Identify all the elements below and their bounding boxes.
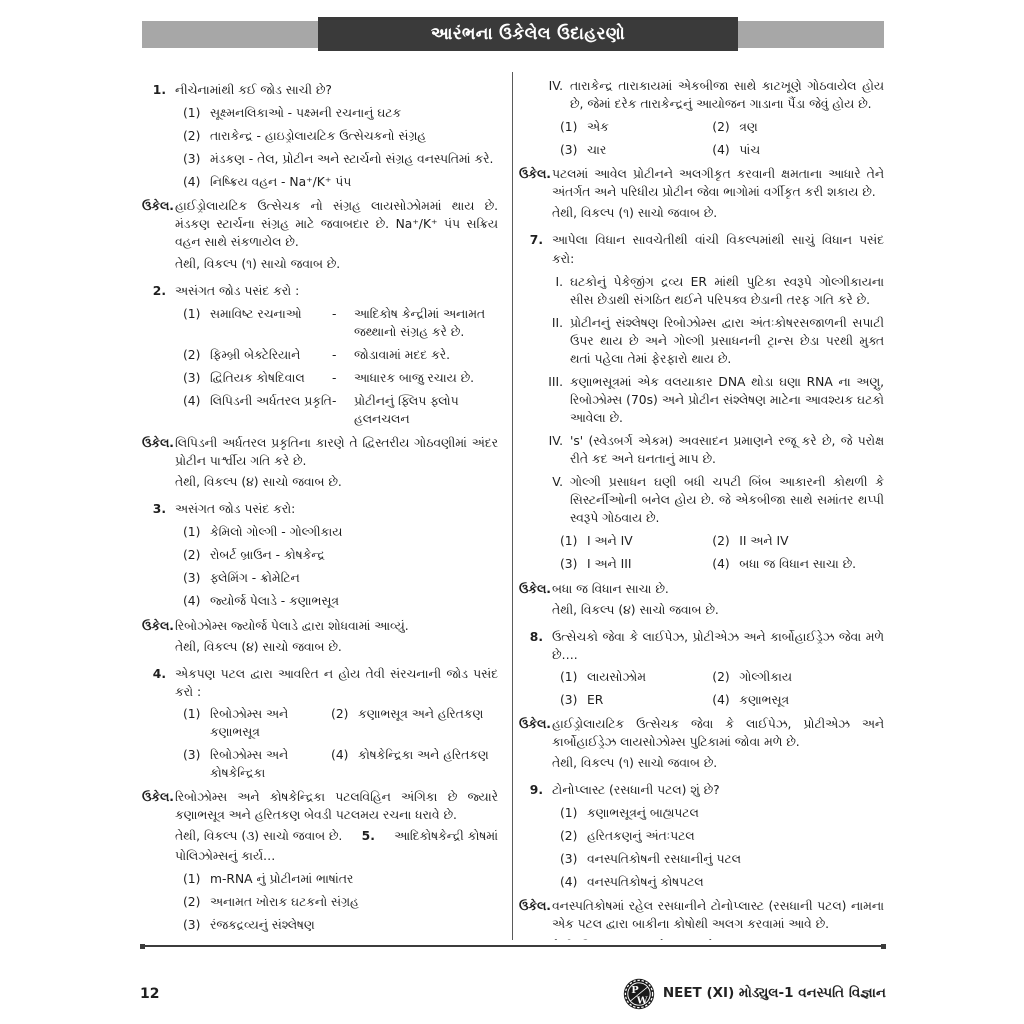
solution-label: ઉકેલ. <box>142 436 174 450</box>
option-text: તારાકેન્દ્ર - હાઇડ્રોલાયટિક ઉત્સેચકનો સંગ્રહ <box>210 129 427 144</box>
option <box>183 104 498 122</box>
option-number: (3) <box>560 692 578 707</box>
solution <box>519 580 884 619</box>
right-column <box>519 72 884 940</box>
content-columns <box>142 72 884 940</box>
option-number: (1) <box>183 106 201 121</box>
footer <box>140 978 886 1010</box>
question <box>142 81 498 99</box>
option-number: (4) <box>183 594 201 609</box>
options-list <box>519 804 884 891</box>
statement-number: I. <box>555 274 563 289</box>
option <box>560 141 712 159</box>
option-text: સૂક્ષ્મનલિકાઓ - પક્ષ્મની રચનાનું ઘટક <box>210 106 402 121</box>
match-left-text: ફિમ્બ્રી બેક્ટેરિયાને <box>210 347 301 362</box>
option-number: (1) <box>183 306 201 321</box>
solution-body <box>175 197 498 272</box>
option-text: ER <box>587 692 604 707</box>
option-text: જ્યોર્જ પેલાડે - કણાભસૂત્ર <box>210 594 339 609</box>
solution <box>142 617 498 656</box>
statement-number: V. <box>552 475 563 490</box>
option-text: નિષ્ક્રિય વહન - Na⁺/K⁺ પંપ <box>210 175 352 190</box>
solution-body <box>175 788 498 824</box>
option-number: (3) <box>183 370 201 385</box>
match-option <box>183 392 498 428</box>
option-text: રિબોઝોમ્સ અને કોષકેન્દ્રિકા <box>210 747 289 780</box>
statement-text: તારાકેન્દ્ર તારાકાયમાં એકબીજા સાથે કાટખૂણે ગોઠવાયેલ હોય છે, જેમાં દરેક તારાકેન્દ્રનું આયોજન ગાડાના પૈંડા જેવું હોય છે. <box>570 79 884 112</box>
option-text: કણાભસૂત્ર <box>739 692 790 707</box>
option-number: (4) <box>331 747 349 762</box>
solution <box>519 165 884 222</box>
match-separator: - <box>332 306 337 321</box>
match-option <box>183 369 498 387</box>
option-text <box>210 939 498 940</box>
options-grid <box>560 668 884 709</box>
option-text: ગોલ્ગીકાય <box>739 669 792 684</box>
option-number: (1) <box>560 120 578 135</box>
page-number: 12 <box>140 985 160 1002</box>
match-option <box>183 305 498 341</box>
solution-line: તેથી, વિકલ્પ (૧) સાચો જવાબ છે. <box>552 206 718 221</box>
solution-body <box>552 715 884 772</box>
options-list <box>142 523 498 610</box>
statement-text: 's' (સ્વેડબર્ગ એકમ) અવસાદન પ્રમાણને રજૂ કરે છે, જે પરોક્ષ રીતે કદ અને ઘનતાનું માપ છે. <box>570 434 884 467</box>
solution-line: હાઈડ્રોલાયટિક ઉત્સેચક નો સંગ્રહ લાયસોઝોમમાં થાય છે. મંડકણ સ્ટાર્ચના સંગ્રહ માટે જવાબદાર છે. Na⁺/K⁺ પંપ સક્રિય વહન સાથે સંકળાયેલ છે. <box>175 199 498 250</box>
question-text-continuation: પોલિઝોમ્સનું કાર્ય… <box>175 849 276 864</box>
option-text: કેમિલો ગોલ્ગી - ગોલ્ગીકાય <box>210 525 343 540</box>
option-text: II અને IV <box>739 534 789 549</box>
solution-label: ઉકેલ. <box>519 581 551 596</box>
solution-body <box>552 165 884 222</box>
option <box>183 746 331 782</box>
option <box>560 850 884 868</box>
solution <box>519 897 884 940</box>
option <box>183 569 498 587</box>
option-text: પાંચ <box>739 143 761 158</box>
option-number: (2) <box>183 347 201 362</box>
solution-line: તેથી, વિકલ્પ (૪) સાચો જવાબ છે. <box>175 475 342 490</box>
match-right-text: આદિકોષ કેન્દ્રીમાં અનામત જથ્થાનો સંગ્રહ કરે છે. <box>354 306 486 339</box>
option-number: (4) <box>183 393 201 408</box>
option <box>560 873 884 891</box>
match-separator: - <box>332 347 337 362</box>
statements-list <box>519 273 884 528</box>
option <box>712 691 884 709</box>
match-options-list <box>142 305 498 428</box>
option-number: (2) <box>183 895 201 910</box>
statement-number: III. <box>548 374 563 389</box>
option-text: ચાર <box>587 143 607 158</box>
question <box>519 628 884 664</box>
solution-line: રિબોઝોમ્સ જ્યોર્જ પેલાડે દ્વારા શોધવામાં આવ્યું. <box>175 618 409 633</box>
option <box>712 532 884 550</box>
statement <box>519 373 884 427</box>
option <box>183 893 498 911</box>
option-number: (2) <box>712 669 730 684</box>
solution <box>142 788 498 824</box>
solution-label: ઉકેલ. <box>519 167 551 182</box>
question <box>142 500 498 518</box>
option <box>183 939 498 940</box>
option-number: (3) <box>560 852 578 867</box>
question-number: 2. <box>152 283 166 298</box>
option <box>183 592 498 610</box>
option-text: હરિતકણનું અંતઃપટલ <box>587 829 695 844</box>
option-number: (2) <box>712 534 730 549</box>
option-text: રોબર્ટ બ્રાઉન - કોષકેન્દ્ર <box>210 548 325 563</box>
option-number: (3) <box>560 143 578 158</box>
solution-line <box>552 937 884 941</box>
option-number: (4) <box>183 175 201 190</box>
solution-line: હાઈડ્રોલાયટિક ઉત્સેચક જેવા કે લાઈપેઝ, પ્રોટીએઝ અને કાર્બોહાઈડ્રેઝ લાયસોઝોમ્સ પુટિકામાં જોવા મળે છે. <box>552 716 884 749</box>
option <box>712 118 884 136</box>
question-number: 1. <box>152 83 166 97</box>
option <box>560 804 884 822</box>
statement <box>519 473 884 527</box>
option <box>183 173 498 191</box>
match-right-text: પ્રોટીનનું ફ્લિપ ફ્લોપ હલનચલન <box>354 393 459 426</box>
solution-line: લિપિડની અર્ધતરલ પ્રકૃતિના કારણે તે દ્વિસ્તરીય ગોઠવણીમાં અંદર પ્રોટીન પાર્શ્વીય ગતિ કરે છે. <box>175 436 498 469</box>
option-text: એક <box>587 120 609 135</box>
match-option <box>183 346 498 364</box>
option-number: (2) <box>331 706 349 721</box>
options-list <box>142 870 498 940</box>
question <box>142 282 498 300</box>
option-number: (1) <box>560 669 578 684</box>
solution-line: પટલમાં આવેલ પ્રોટીનને અલગીકૃત કરવાની ક્ષમતાના આધારે તેને અંતર્ગત અને પરિધીય પ્રોટીન જેવા ભાગોમાં વર્ગીકૃત કરી શકાય છે. <box>552 167 884 200</box>
option-number: (1) <box>560 534 578 549</box>
svg-text:W: W <box>636 995 648 1007</box>
option <box>712 668 884 686</box>
pw-logo-icon <box>623 978 655 1010</box>
option-text: રિબોઝોમ્સ અને કણાભસૂત્ર <box>210 706 289 739</box>
options-list <box>142 104 498 191</box>
question-number: 4. <box>152 666 166 681</box>
option-text: લાયસોઝોમ <box>587 669 646 684</box>
question-text: નીચેનામાંથી કઈ જોડ સાચી છે? <box>175 83 332 97</box>
options-grid <box>183 705 498 782</box>
section-header-band <box>142 21 884 48</box>
option-text: વનસ્પતિકોષની રસધાનીનું પટલ <box>587 852 741 867</box>
solution-body <box>175 434 498 491</box>
option-text: ફ્લેમિંગ - ક્રોમેટિન <box>210 571 300 586</box>
option-text: મંડકણ - તેલ, પ્રોટીન અને સ્ટાર્ચનો સંગ્રહ વનસ્પતિમાં કરે. <box>210 152 494 167</box>
option-text: કણાભસૂત્રનું બાહ્યપટલ <box>587 806 699 821</box>
statement-text: ઘટકોનું પેકેજીંગ દ્રવ્ય ER માંથી પુટિકા સ્વરૂપે ગોલ્ગીકાયના સીસ છેડાથી સંગઠિત થઈને પરિપક્વ છેડાની તરફ ગતિ કરે છે. <box>570 274 884 307</box>
question-text: અસંગત જોડ પસંદ કરો: <box>175 502 296 517</box>
options-grid <box>560 118 884 159</box>
solution <box>142 197 498 272</box>
solution-label: ઉકેલ. <box>519 716 551 731</box>
statement-text: કણાભસૂત્રમાં એક વલયાકાર DNA થોડા ઘણા RNA ના અણુ, રિબોઝોમ્સ (70s) અને પ્રોટીન સંશ્લેષણ માટેના આવશ્યક ઘટકો આવેલા છે. <box>570 374 884 425</box>
question-number: 7. <box>529 233 543 248</box>
statement-number: IV. <box>548 79 563 93</box>
match-left-text: દ્વિતિયક કોષદિવાલ <box>210 370 305 385</box>
statements-list <box>519 77 884 113</box>
option-number <box>183 939 210 940</box>
solution <box>142 434 498 491</box>
statement-text: પ્રોટીનનું સંશ્લેષણ રિબોઝોમ્સ દ્વારા અંતઃકોષરસજાળની સપાટી ઉપર થાય છે અને ગોલ્ગી પ્રસાધનની ટ્રાન્સ છેડા પરથી મુક્ત થતાં પહેલા તેમાં ફેરફારો થાય છે. <box>570 315 884 366</box>
option-number: (3) <box>183 918 201 933</box>
option-number: (1) <box>560 806 578 821</box>
solution-line: બધા જ વિધાન સાચા છે. <box>552 581 669 596</box>
match-separator: - <box>332 393 337 408</box>
solution-body <box>552 580 884 619</box>
option <box>560 691 712 709</box>
question-number: 3. <box>152 502 166 517</box>
question-text: ઉત્સેચકો જેવા કે લાઈપેઝ, પ્રોટીએઝ અને કાર્બોહાઈડ્રેઝ જેવા મળે છે…. <box>552 629 884 662</box>
footer-branding <box>623 978 886 1010</box>
solution-conclusion: તેથી, વિકલ્પ (૩) સાચો જવાબ છે. <box>175 829 343 844</box>
option <box>183 870 498 888</box>
statement-number: II. <box>551 315 563 330</box>
option-text: I અને III <box>587 557 632 572</box>
question-number: 8. <box>529 629 543 644</box>
question-text: એકપણ પટલ દ્વારા આવરિત ન હોય તેવી સંરચનાની જોડ પસંદ કરો : <box>175 666 498 699</box>
question-text: આપેલા વિધાન સાવચેતીથી વાંચી વિકલ્પમાંથી સાચું વિધાન પસંદ કરો: <box>552 233 884 266</box>
solution-line: વનસ્પતિકોષમાં રહેલ રસધાનીને ટોનોપ્લાસ્ટ (રસધાની પટલ) નામના એક પટલ દ્વારા બાકીના કોષોથી અલગ કરવામાં આવે છે. <box>552 899 884 932</box>
question-number: 9. <box>529 783 543 798</box>
solution-line: તેથી, વિકલ્પ (૪) સાચો જવાબ છે. <box>175 639 342 654</box>
option <box>183 150 498 168</box>
option <box>712 141 884 159</box>
bottom-rule <box>142 945 884 947</box>
option-number: (4) <box>712 143 730 158</box>
option <box>183 705 331 741</box>
statement <box>519 432 884 468</box>
option-text: રંજકદ્રવ્યનું સંશ્લેષણ <box>210 918 315 933</box>
solution-line-with-inline-question <box>175 827 498 845</box>
option-number: (2) <box>712 120 730 135</box>
solution-label: ઉકેલ. <box>142 790 174 804</box>
section-title-box <box>318 17 738 51</box>
solution-label: ઉકેલ. <box>519 899 551 914</box>
match-left-text: સમાવિષ્ટ રચનાઓ <box>210 306 302 321</box>
option <box>560 827 884 845</box>
option <box>331 705 498 741</box>
option-number: (4) <box>560 875 578 890</box>
option-number: (2) <box>560 829 578 844</box>
statement-number: IV. <box>548 434 563 449</box>
column-divider <box>512 72 513 940</box>
option-number: (1) <box>183 706 201 721</box>
statement <box>519 314 884 368</box>
solution-line: તેથી, વિકલ્પ (૧) સાચો જવાબ છે. <box>175 256 341 271</box>
section-title: આરંભના ઉકેલેલ ઉદાહરણો <box>430 23 626 44</box>
option-text: અનામત ખોરાક ઘટકનો સંગ્રહ <box>210 895 359 910</box>
solution <box>519 715 884 772</box>
option-number: (3) <box>560 557 578 572</box>
option <box>183 127 498 145</box>
option <box>560 118 712 136</box>
question <box>142 665 498 701</box>
solution-body <box>552 897 884 940</box>
option-number: (2) <box>183 548 201 563</box>
solution-body <box>175 617 498 656</box>
options-grid <box>560 532 884 573</box>
option-text: ત્રણ <box>739 120 758 135</box>
option <box>183 546 498 564</box>
option <box>183 523 498 541</box>
footer-book-title: NEET (XI) મોડ્યુલ-1 વનસ્પતિ વિજ્ઞાન <box>662 985 886 1002</box>
option-text: કણાભસૂત્ર અને હરિતકણ <box>358 706 484 721</box>
option-number: (3) <box>183 571 201 586</box>
match-left-text: લિપિડની અર્ધતરલ પ્રકૃતિ <box>210 393 332 408</box>
statement <box>519 77 884 113</box>
option-number: (3) <box>183 747 201 762</box>
question <box>519 231 884 267</box>
question-number: 5. <box>361 829 375 844</box>
match-right-text: જોડાવામાં મદદ કરે. <box>354 347 451 362</box>
solution-label: ઉકેલ. <box>142 199 174 214</box>
option <box>560 532 712 550</box>
option-text: I અને IV <box>587 534 633 549</box>
option <box>183 916 498 934</box>
question-text: ટોનોપ્લાસ્ટ (રસધાની પટલ) શું છે? <box>552 783 720 798</box>
solution-line: તેથી, વિકલ્પ (૪) સાચો જવાબ છે. <box>552 602 719 617</box>
question <box>519 781 884 799</box>
statement <box>519 273 884 309</box>
option <box>331 746 498 782</box>
option-number: (2) <box>183 129 201 144</box>
option <box>560 668 712 686</box>
option-number: (3) <box>183 152 201 167</box>
option <box>560 555 712 573</box>
option-number: (4) <box>712 692 730 707</box>
option-text: m-RNA નું પ્રોટીનમાં ભાષાંતર <box>210 872 354 887</box>
question-text: અસંગત જોડ પસંદ કરો : <box>175 283 300 298</box>
question-text: આદિકોષકેન્દ્રી કોષમાં <box>394 829 498 844</box>
option-text: કોષકેન્દ્રિકા અને હરિતકણ <box>358 747 489 762</box>
option <box>712 555 884 573</box>
option-text: બધા જ વિધાન સાચા છે. <box>739 557 857 572</box>
match-separator: - <box>332 370 337 385</box>
match-right-text: આધારક બાજુ રચાય છે. <box>354 370 475 385</box>
svg-text:P: P <box>631 985 639 997</box>
option-number: (1) <box>183 525 201 540</box>
solution-label: ઉકેલ. <box>142 618 174 633</box>
solution-line: તેથી, વિકલ્પ (૧) સાચો જવાબ છે. <box>552 756 718 770</box>
option-text: વનસ્પતિકોષનું કોષપટલ <box>587 875 704 890</box>
solution-line: રિબોઝોમ્સ અને કોષકેન્દ્રિકા પટલવિહિન અંગિકા છે જ્યારે કણાભસૂત્ર અને હરિતકણ બેવડી પટલમય રચના ધરાવે છે. <box>175 790 498 823</box>
left-column <box>142 72 498 940</box>
statement-text: ગોલ્ગી પ્રસાધન ઘણી બધી ચપટી બિંબ આકારની કોથળી કે સિસ્ટર્નીઓની બનેલ હોય છે. જે એકબીજા સાથે સમાંતર થપ્પી સ્વરૂપે ગોઠવાય છે. <box>570 475 884 526</box>
option-number: (4) <box>712 557 730 572</box>
option-number: (1) <box>183 872 201 887</box>
